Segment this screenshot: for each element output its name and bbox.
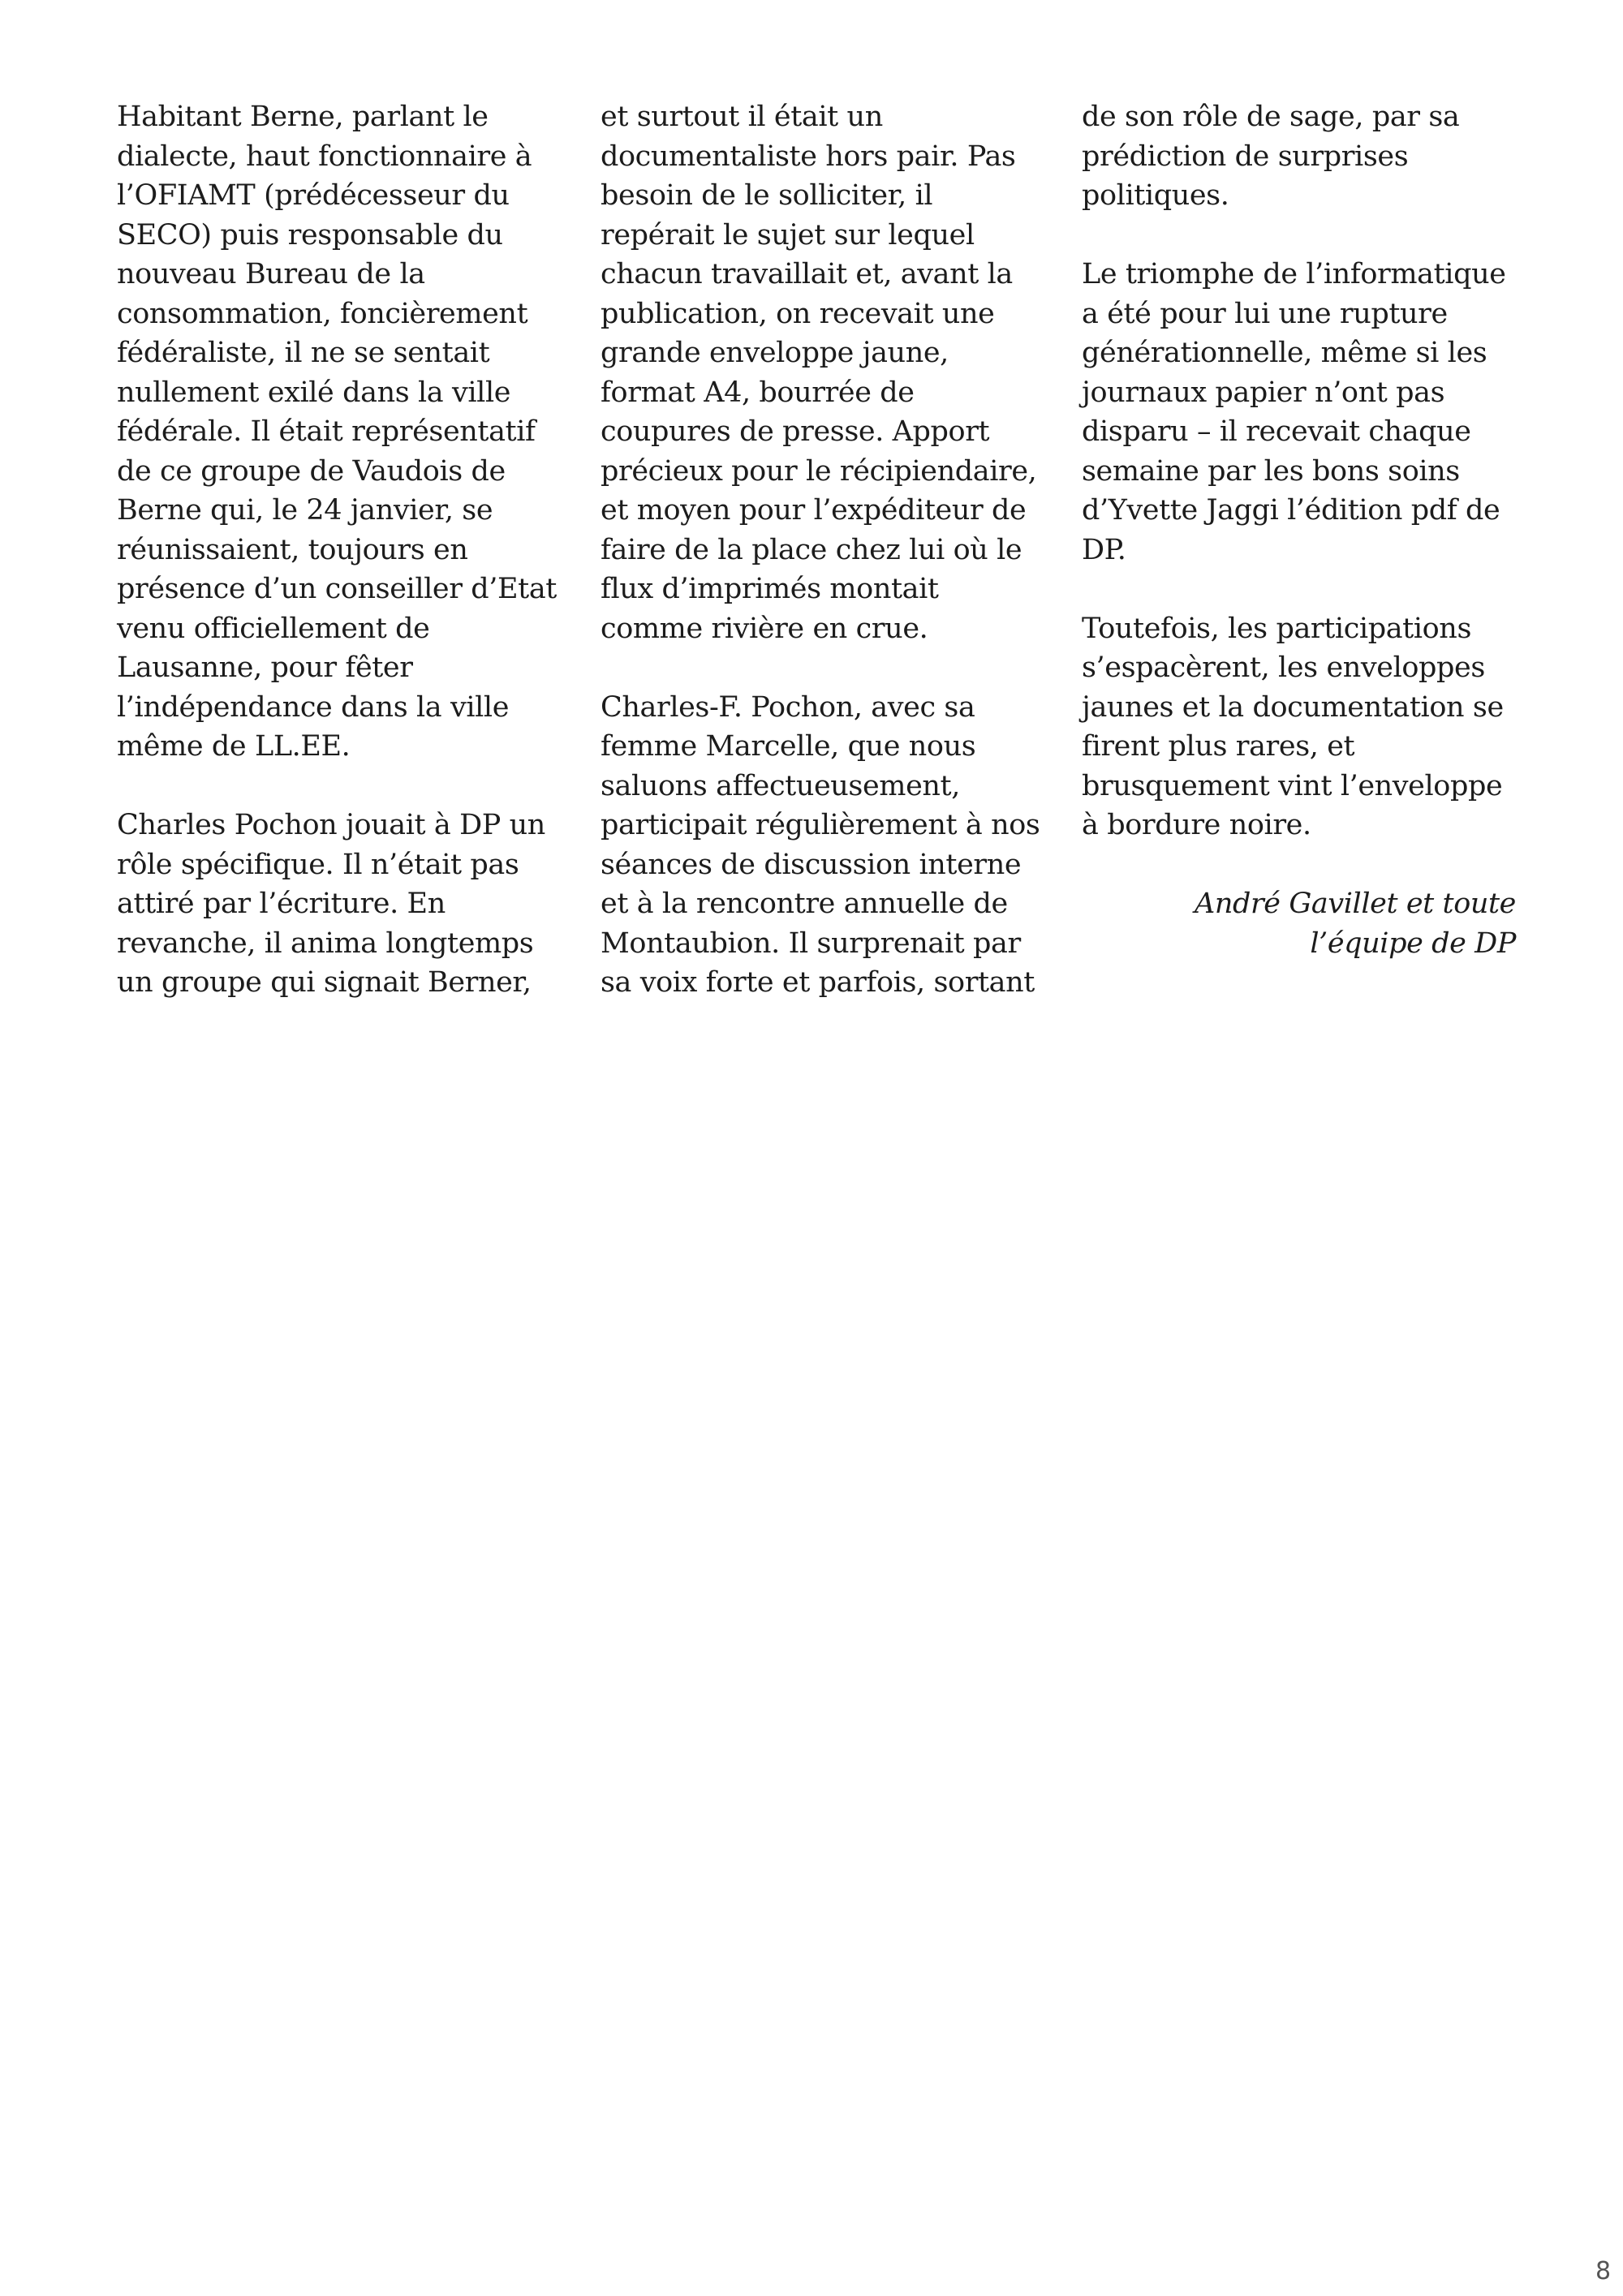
text-line: faire de la place chez lui où le: [601, 533, 1022, 566]
text-line: Charles Pochon jouait à DP un: [117, 809, 545, 841]
text-line: femme Marcelle, que nous: [601, 730, 976, 763]
text-line: format A4, bourrée de: [601, 376, 915, 409]
paragraph: [1082, 609, 1524, 845]
text-line: jaunes et la documentation se: [1082, 690, 1504, 724]
text-line: attiré par l’écriture. En: [117, 888, 446, 920]
paragraph: [117, 97, 559, 767]
paragraph: [601, 97, 1043, 648]
text-line: Charles-F. Pochon, avec sa: [601, 690, 975, 724]
text-line: séances de discussion interne: [601, 848, 1022, 881]
text-line: besoin de le solliciter, il: [601, 179, 933, 212]
text-line: brusquement vint l’enveloppe: [1082, 769, 1503, 802]
text-line: fédéraliste, il ne se sentait: [117, 337, 490, 369]
text-line: l’indépendance dans la ville: [117, 690, 510, 724]
text-line: flux d’imprimés montait: [601, 573, 939, 605]
text-line: nouveau Bureau de la: [117, 258, 425, 290]
text-line: nullement exilé dans la ville: [117, 376, 511, 409]
text-line: Montaubion. Il surprenait par: [601, 927, 1021, 960]
text-line: firent plus rares, et: [1082, 730, 1355, 763]
text-line: comme rivière en crue.: [601, 612, 928, 645]
text-line: SECO) puis responsable du: [117, 218, 503, 252]
text-line: repérait le sujet sur lequel: [601, 218, 975, 252]
text-line: même de LL.EE.: [117, 730, 351, 763]
text-line: Le triomphe de l’informatique: [1082, 258, 1506, 290]
text-line: consommation, foncièrement: [117, 297, 528, 330]
paragraph: [601, 688, 1043, 1003]
text-line: précieux pour le récipiendaire,: [601, 454, 1037, 488]
text-line: politiques.: [1082, 179, 1229, 212]
text-line: à bordure noire.: [1082, 809, 1311, 841]
text-line: de ce groupe de Vaudois de: [117, 454, 506, 488]
page-number: 8: [1595, 2257, 1612, 2285]
text-line: l’OFIAMT (prédécesseur du: [117, 179, 510, 212]
text-line: sa voix forte et parfois, sortant: [601, 966, 1035, 999]
text-line: Lausanne, pour fêter: [117, 651, 413, 684]
text-line: et surtout il était un: [601, 101, 883, 133]
text-line: Habitant Berne, parlant le: [117, 101, 489, 133]
text-line: disparu – il recevait chaque: [1082, 415, 1471, 448]
text-line: et à la rencontre annuelle de: [601, 888, 1008, 920]
text-line: semaine par les bons soins: [1082, 454, 1460, 488]
text-line: de son rôle de sage, par sa: [1082, 101, 1460, 133]
signature-line: André Gavillet et toute: [1194, 888, 1516, 920]
text-column-2: [601, 97, 1043, 1042]
text-line: documentaliste hors pair. Pas: [601, 140, 1016, 173]
text-line: présence d’un conseiller d’Etat: [117, 573, 557, 605]
text-column-3: [1082, 97, 1524, 963]
text-line: un groupe qui signait Berner,: [117, 966, 532, 999]
text-line: prédiction de surprises: [1082, 140, 1409, 173]
text-line: Toutefois, les participations: [1082, 612, 1472, 645]
text-line: saluons affectueusement,: [601, 769, 960, 802]
text-column-1: [117, 97, 559, 1042]
signature-line: l’équipe de DP: [1310, 927, 1516, 960]
text-line: grande enveloppe jaune,: [601, 337, 949, 369]
text-line: journaux papier n’ont pas: [1082, 376, 1445, 409]
text-line: coupures de presse. Apport: [601, 415, 990, 448]
text-line: chacun travaillait et, avant la: [601, 258, 1013, 290]
text-line: a été pour lui une rupture: [1082, 297, 1448, 330]
text-line: rôle spécifique. Il n’était pas: [117, 848, 519, 881]
text-line: Berne qui, le 24 janvier, se: [117, 494, 493, 527]
text-line: et moyen pour l’expéditeur de: [601, 494, 1027, 527]
paragraph: [1082, 97, 1524, 216]
paragraph: [1082, 255, 1524, 570]
text-line: publication, on recevait une: [601, 297, 995, 330]
text-line: fédérale. Il était représentatif: [117, 415, 536, 448]
text-line: réunissaient, toujours en: [117, 533, 468, 566]
paragraph: [117, 806, 559, 1003]
author-signature: [1082, 884, 1524, 963]
text-line: s’espacèrent, les enveloppes: [1082, 651, 1485, 684]
text-line: revanche, il anima longtemps: [117, 927, 534, 960]
text-line: générationnelle, même si les: [1082, 337, 1487, 369]
text-line: DP.: [1082, 533, 1126, 566]
text-line: venu officiellement de: [117, 612, 430, 645]
text-line: d’Yvette Jaggi l’édition pdf de: [1082, 494, 1500, 527]
text-line: participait régulièrement à nos: [601, 809, 1040, 841]
text-line: dialecte, haut fonctionnaire à: [117, 140, 532, 173]
